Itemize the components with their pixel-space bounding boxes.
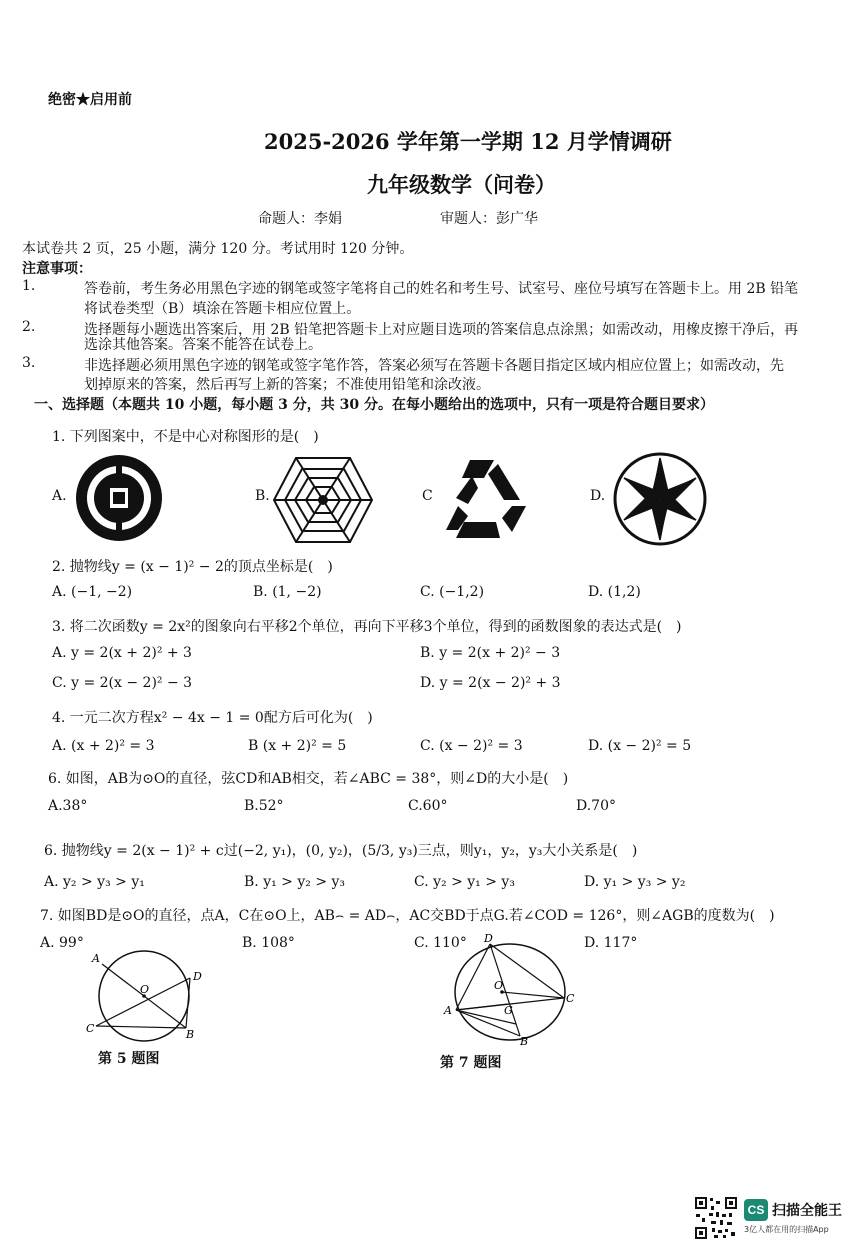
q4-option-c: C. (x − 2)² = 3 bbox=[420, 738, 523, 754]
q4-stem: 4. 一元二次方程x² − 4x − 1 = 0配方后可化为( ) bbox=[52, 710, 373, 726]
q3-option-a: A. y = 2(x + 2)² + 3 bbox=[52, 645, 192, 661]
fig5-label-a: A bbox=[92, 952, 100, 965]
note-1-line2: 将试卷类型（B）填涂在答题卡相应位置上。 bbox=[84, 301, 361, 317]
section-1-heading: 一、选择题（本题共 10 小题，每小题 3 分，共 30 分。在每小题给出的选项中，只有一项是符合题目要求） bbox=[34, 397, 714, 413]
q4-option-b: B (x + 2)² = 5 bbox=[248, 738, 347, 754]
q1-option-b-figure bbox=[273, 454, 373, 546]
q4-option-d: D. (x − 2)² = 5 bbox=[588, 738, 692, 754]
q1-option-a-label: A. bbox=[52, 488, 67, 504]
q5-option-a: A.38° bbox=[48, 798, 88, 814]
exam-subtitle: 九年级数学（问卷） bbox=[367, 172, 556, 197]
fig5-label-c: C bbox=[86, 1022, 95, 1035]
q2-stem: 2. 抛物线y = (x − 1)² − 2的顶点坐标是( ) bbox=[52, 559, 333, 575]
scanner-app-name: 扫描全能王 bbox=[772, 1203, 842, 1219]
q5-stem: 6. 如图，AB为⊙O的直径，弦CD和AB相交，若∠ABC = 38°，则∠D的大小是( ) bbox=[48, 771, 569, 787]
figure-q5-caption: 第 5 题图 bbox=[98, 1051, 160, 1067]
q3-option-b: B. y = 2(x + 2)² − 3 bbox=[420, 645, 561, 661]
notes-title: 注意事项： bbox=[22, 261, 92, 277]
q6-option-b: B. y₁ > y₂ > y₃ bbox=[244, 874, 346, 890]
exam-title: 2025-2026 学年第一学期 12 月学情调研 bbox=[264, 129, 672, 154]
fig5-label-o: O bbox=[140, 983, 150, 996]
q5-option-d: D.70° bbox=[576, 798, 616, 814]
figure-q7 bbox=[442, 932, 582, 1046]
q6-option-d: D. y₁ > y₃ > y₂ bbox=[584, 874, 686, 890]
intro: 本试卷共 2 页，25 小题，满分 120 分。考试用时 120 分钟。 bbox=[22, 241, 414, 257]
q1-option-b-label: B. bbox=[255, 488, 270, 504]
q6-option-a: A. y₂ > y₃ > y₁ bbox=[44, 874, 145, 890]
author: 命题人：李娟 bbox=[258, 211, 342, 227]
q7-stem: 7. 如图BD是⊙O的直径，点A，C在⊙O上，AB⌢ = AD⌢，AC交BD于点G.若∠COD = 126°，则∠AGB的度数为( ) bbox=[40, 908, 775, 924]
q1-option-a-figure bbox=[70, 452, 168, 544]
q3-stem: 3. 将二次函数y = 2x²的图象向右平移2个单位，再向下平移3个单位，得到的函数图象的表达式是( ) bbox=[52, 619, 682, 635]
q2-option-b: B. (1, −2) bbox=[253, 584, 322, 600]
note-3-num: 3. bbox=[22, 355, 36, 371]
note-2-line2: 选涂其他答案。答案不能答在试卷上。 bbox=[84, 337, 322, 353]
q1-option-c-label: C bbox=[422, 488, 433, 504]
fig7-label-d: D bbox=[484, 932, 493, 945]
note-2-num: 2. bbox=[22, 319, 36, 335]
scanner-logo-icon: CS bbox=[744, 1199, 768, 1221]
fig7-label-a: A bbox=[444, 1004, 452, 1017]
q6-option-c: C. y₂ > y₁ > y₃ bbox=[414, 874, 515, 890]
secret-label: 绝密★启用前 bbox=[48, 92, 132, 108]
q7-option-a: A. 99° bbox=[40, 935, 84, 951]
note-2-line1: 选择题每小题选出答案后，用 2B 铅笔把答题卡上对应题目选项的答案信息点涂黑；如需改动，用橡皮擦干净后，再 bbox=[84, 322, 799, 338]
q7-option-d: D. 117° bbox=[584, 935, 638, 951]
q1-option-c-figure bbox=[442, 458, 530, 540]
fig7-label-c: C bbox=[566, 992, 575, 1005]
q5-option-c: C.60° bbox=[408, 798, 448, 814]
q1-stem: 1. 下列图案中，不是中心对称图形的是( ) bbox=[52, 429, 319, 445]
note-3-line2: 划掉原来的答案，然后再写上新的答案；不准使用铅笔和涂改液。 bbox=[84, 377, 490, 393]
figure-q5 bbox=[80, 948, 210, 1048]
fig7-label-g: G bbox=[504, 1004, 513, 1017]
q3-option-d: D. y = 2(x − 2)² + 3 bbox=[420, 675, 561, 691]
q2-option-d: D. (1,2) bbox=[588, 584, 641, 600]
note-1-num: 1. bbox=[22, 278, 36, 294]
q7-option-c: C. 110° bbox=[414, 935, 467, 951]
fig5-label-d: D bbox=[193, 970, 202, 983]
q2-option-a: A. (−1, −2) bbox=[52, 584, 133, 600]
note-1-line1: 答卷前，考生务必用黑色字迹的钢笔或签字笔将自己的姓名和考生号、试室号、座位号填写在答题卡上。用 2B 铅笔 bbox=[84, 281, 799, 297]
fig7-label-b: B bbox=[520, 1035, 529, 1048]
scanner-tagline: 3亿人都在用的扫描App bbox=[744, 1225, 829, 1234]
q1-option-d-label: D. bbox=[590, 488, 606, 504]
q6-stem: 6. 抛物线y = 2(x − 1)² + c过(−2, y₁)，(0, y₂)，(5/3, y₃)三点，则y₁，y₂，y₃大小关系是( ) bbox=[44, 843, 638, 859]
q7-option-b: B. 108° bbox=[242, 935, 295, 951]
reviewer: 审题人：彭广华 bbox=[440, 211, 538, 227]
figure-q7-caption: 第 7 题图 bbox=[440, 1055, 502, 1071]
fig5-label-b: B bbox=[186, 1028, 195, 1041]
q4-option-a: A. (x + 2)² = 3 bbox=[52, 738, 155, 754]
qr-code-icon bbox=[694, 1196, 738, 1240]
q2-option-c: C. (−1,2) bbox=[420, 584, 485, 600]
fig7-label-o: O bbox=[494, 979, 504, 992]
q1-option-d-figure bbox=[612, 452, 708, 546]
note-3-line1: 非选择题必须用黑色字迹的钢笔或签字笔作答，答案必须写在答题卡各题目指定区域内相应位置上；如需改动，先 bbox=[84, 358, 784, 374]
q3-option-c: C. y = 2(x − 2)² − 3 bbox=[52, 675, 193, 691]
q5-option-b: B.52° bbox=[244, 798, 284, 814]
